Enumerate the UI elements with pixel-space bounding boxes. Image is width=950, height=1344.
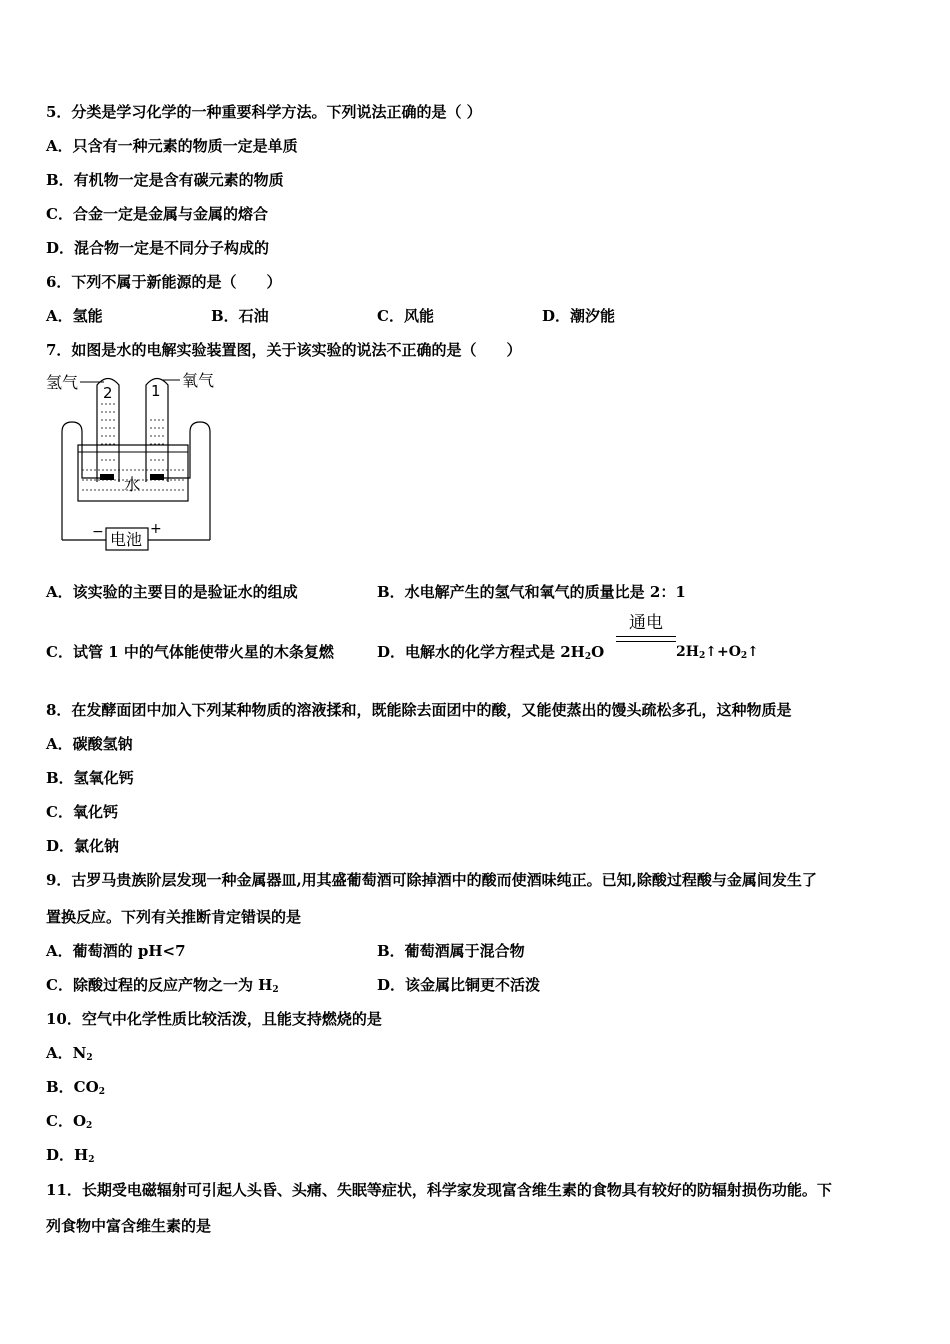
q9-option-d: D．该金属比铜更不活泼 [377,976,541,994]
q7-stem: 7．如图是水的电解实验装置图，关于该实验的说法不正确的是（ ） [46,341,522,359]
q9-option-b: B．葡萄酒属于混合物 [377,942,525,960]
battery-plus: + [150,521,162,537]
oxygen-label: 氧气 [182,371,215,390]
q9-option-a: A．葡萄酒的 pH<7 [46,942,186,960]
q9-option-c: C．除酸过程的反应产物之一为 $H_2$ [46,976,279,995]
tube-left-number: 2 [103,384,113,402]
q10-option-c: C．$O_2$ [46,1112,93,1131]
q10-option-d: D．$H_2$ [46,1146,95,1165]
q11-stem-line2: 列食物中富含维生素的是 [46,1217,212,1235]
q6-option-a: A．氢能 [46,307,103,325]
q10-stem: 10．空气中化学性质比较活泼，且能支持燃烧的是 [46,1010,382,1028]
q8-option-a: A．碳酸氢钠 [46,735,133,753]
equation-double-line [616,636,676,642]
q8-stem: 8．在发酵面团中加入下列某种物质的溶液揉和，既能除去面团中的酸，又能使蒸出的馒头疏松多孔，这种物质是 [46,701,792,719]
q5-option-b: B．有机物一定是含有碳元素的物质 [46,171,284,189]
water-label: 水 [124,475,141,494]
q6-option-c: C．风能 [377,307,434,325]
q7-option-d: D．电解水的化学方程式是 $2H_2O$ [377,643,605,662]
q7-equation-products: $2H_2↑+O_2↑$ [676,644,759,661]
q8-option-c: C．氧化钙 [46,803,118,821]
q9-stem-line1: 9．古罗马贵族阶层发现一种金属器皿,用其盛葡萄酒可除掉酒中的酸而使酒味纯正。已知,除酸过程酸与金属间发生了 [46,871,817,889]
battery-minus: − [92,524,104,540]
q5-stem: 5．分类是学习化学的一种重要科学方法。下列说法正确的是（ ） [46,103,482,121]
electrolysis-apparatus-diagram [44,370,234,555]
q8-option-b: B．氢氧化钙 [46,769,134,787]
q10-option-a: A．$N_2$ [46,1044,93,1063]
q5-option-a: A．只含有一种元素的物质一定是单质 [46,137,298,155]
hydrogen-label: 氢气 [46,373,79,392]
q8-option-d: D．氯化钠 [46,837,120,855]
reaction-condition: 通电 [629,613,663,633]
q6-option-d: D．潮汐能 [542,307,616,325]
q10-option-b: B．$CO_2$ [46,1078,105,1097]
q7-option-c: C．试管 1 中的气体能使带火星的木条复燃 [46,643,334,661]
q7-option-b: B．水电解产生的氢气和氧气的质量比是 2：1 [377,583,686,601]
q5-option-c: C．合金一定是金属与金属的熔合 [46,205,268,223]
q5-option-d: D．混合物一定是不同分子构成的 [46,239,270,257]
battery-label: 电池 [110,530,143,549]
q7-option-a: A．该实验的主要目的是验证水的组成 [46,583,298,601]
q9-stem-line2: 置换反应。下列有关推断肯定错误的是 [46,908,302,926]
tube-right-number: 1 [151,382,161,400]
q11-stem-line1: 11．长期受电磁辐射可引起人头昏、头痛、失眠等症状，科学家发现富含维生素的食物具有较好的防辐射损伤功能。下 [46,1181,832,1199]
q6-stem: 6．下列不属于新能源的是（ ） [46,273,282,291]
q6-option-b: B．石油 [211,307,269,325]
